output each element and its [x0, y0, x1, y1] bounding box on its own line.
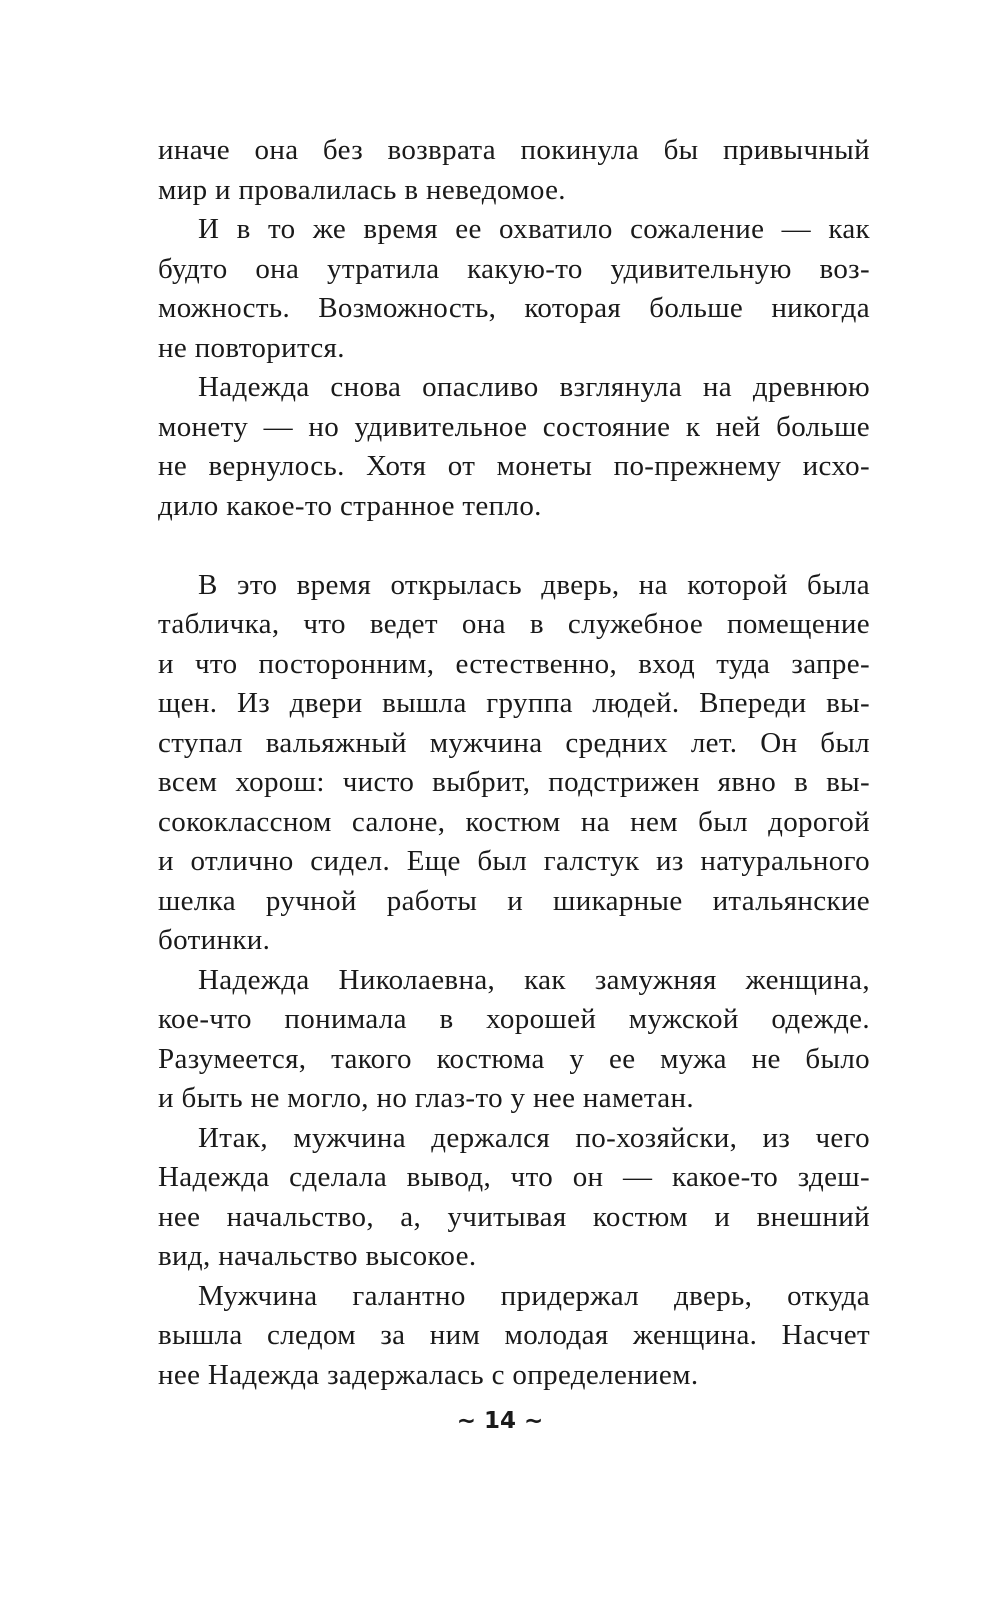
- text-line: монету — но удивительное состояние к ней больше: [158, 410, 870, 443]
- text-line: Разумеется, такого костюма у ее мужа не было: [158, 1042, 870, 1075]
- paragraph: [158, 1277, 870, 1396]
- text-line: не вернулось. Хотя от монеты по-прежнему исхо-: [158, 450, 870, 482]
- text-line: и что посторонним, естественно, вход туда запре-: [158, 647, 870, 680]
- text-line: И в то же время ее охватило сожаление — как: [198, 213, 870, 245]
- text-line: кое-что понимала в хорошей мужской одежде.: [158, 1003, 870, 1035]
- text-line: будто она утратила какую-то удивительную воз-: [158, 252, 870, 285]
- text-line: Надежда Николаевна, как замужняя женщина,: [198, 963, 870, 996]
- text-line: Надежда сделала вывод, что он — какое-то здеш-: [158, 1161, 870, 1193]
- page-number: ~ 14 ~: [456, 1408, 544, 1434]
- paragraph: [158, 131, 870, 210]
- text-line: сококлассном салоне, костюм на нем был дорогой: [158, 805, 870, 838]
- paragraph: [158, 1119, 870, 1277]
- text-line: и отлично сидел. Еще был галстук из натурального: [158, 845, 870, 877]
- text-line: нее начальство, а, учитывая костюм и внешний: [158, 1200, 870, 1233]
- paragraph: [158, 961, 870, 1119]
- paragraph: [158, 368, 870, 526]
- text-line: можность. Возможность, которая больше никогда: [158, 292, 870, 324]
- text-line: иначе она без возврата покинула бы привычный: [158, 134, 870, 166]
- text-line: дило какое-то странное тепло.: [158, 489, 542, 522]
- text-line: Надежда снова опасливо взглянула на древнюю: [198, 371, 870, 403]
- body-text: [158, 131, 870, 1395]
- text-line: не повторится.: [158, 331, 345, 364]
- text-line: шелка ручной работы и шикарные итальянские: [158, 884, 870, 917]
- text-line: и быть не могло, но глаз-то у нее наметан.: [158, 1082, 694, 1114]
- text-line: табличка, что ведет она в служебное помещение: [158, 608, 870, 640]
- text-line: нее Надежда задержалась с определением.: [158, 1358, 699, 1391]
- text-line: ботинки.: [158, 924, 271, 956]
- text-line: вид, начальство высокое.: [158, 1240, 477, 1272]
- text-line: всем хорош: чисто выбрит, подстрижен явно в вы-: [158, 766, 870, 798]
- text-line: Итак, мужчина держался по-хозяйски, из чего: [198, 1121, 870, 1154]
- text-line: ступал вальяжный мужчина средних лет. Он был: [158, 726, 870, 759]
- text-line: щен. Из двери вышла группа людей. Впереди вы-: [158, 687, 870, 719]
- paragraph: [158, 566, 870, 961]
- section-break: [158, 526, 870, 566]
- text-line: Мужчина галантно придержал дверь, откуда: [198, 1279, 870, 1312]
- paragraph: [158, 210, 870, 368]
- text-line: мир и провалилась в неведомое.: [158, 173, 566, 206]
- text-line: В это время открылась дверь, на которой была: [198, 568, 870, 601]
- text-line: вышла следом за ним молодая женщина. Насчет: [158, 1319, 870, 1351]
